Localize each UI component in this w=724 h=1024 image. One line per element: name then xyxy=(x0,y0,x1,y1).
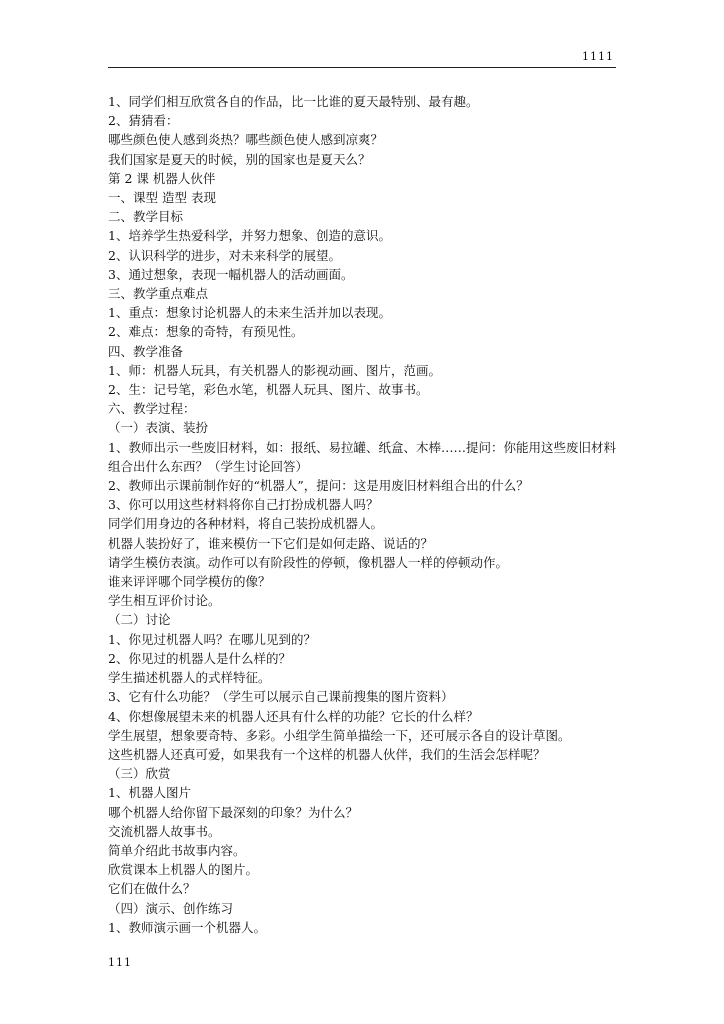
text-line: 学生描述机器人的式样特征。 xyxy=(108,670,271,686)
subsection-heading: （一）表演、装扮 xyxy=(108,420,209,436)
text-line: 欣赏课本上机器人的图片。 xyxy=(108,862,259,878)
text-line: 同学们用身边的各种材料，将自己装扮成机器人。 xyxy=(108,516,384,532)
subsection-heading: （三）欣赏 xyxy=(108,766,171,782)
text-line: 简单介绍此书故事内容。 xyxy=(108,842,246,858)
lesson-title: 第 2 课 机器人伙伴 xyxy=(108,170,216,186)
text-line: 交流机器人故事书。 xyxy=(108,823,221,839)
subsection-heading: （四）演示、创作练习 xyxy=(108,900,234,916)
header-rule xyxy=(108,67,616,68)
footer-page-number: 111 xyxy=(108,956,132,969)
text-line: 1、培养学生热爱科学，并努力想象、创造的意识。 xyxy=(108,228,391,244)
text-line: 1、同学们相互欣赏各自的作品，比一比谁的夏天最特别、最有趣。 xyxy=(108,94,479,109)
text-line: 3、通过想象，表现一幅机器人的活动画面。 xyxy=(108,266,354,282)
text-line: 1、你见过机器人吗？在哪儿见到的？ xyxy=(108,631,316,647)
text-line: 哪些颜色使人感到炎热？哪些颜色使人感到凉爽？ xyxy=(108,132,384,148)
section-heading: 二、教学目标 xyxy=(108,209,184,225)
section-heading: 四、教学准备 xyxy=(108,343,184,359)
text-line: 2、教师出示课前制作好的“机器人”，提问：这是用废旧材料组合出的什么？ xyxy=(108,478,529,494)
text-line: 1、教师演示画一个机器人。 xyxy=(108,919,266,935)
text-line: 3、你可以用这些材料将你自己打扮成机器人吗？ xyxy=(108,497,379,513)
document-body xyxy=(108,92,618,937)
text-line: 谁来评评哪个同学模仿的像？ xyxy=(108,574,271,590)
text-line: 哪个机器人给你留下最深刻的印象？为什么？ xyxy=(108,804,359,820)
text-line: 2、猜猜看： xyxy=(108,113,179,129)
section-heading: 一、课型 造型 表现 xyxy=(108,190,216,206)
text-line: 学生展望，想象要奇特、多彩。小组学生简单描绘一下，还可展示各自的设计草图。 xyxy=(108,727,571,743)
text-paragraph: 1、教师出示一些废旧材料，如：报纸、易拉罐、纸盒、木棒……提问：你能用这些废旧材料组合出什么东西？（学生讨论回答） xyxy=(108,439,616,474)
text-line: 2、生：记号笔，彩色水笔，机器人玩具、图片、故事书。 xyxy=(108,382,429,398)
header-page-number: 1111 xyxy=(582,50,614,63)
text-line: 请学生模仿表演。动作可以有阶段性的停顿，像机器人一样的停顿动作。 xyxy=(108,554,509,570)
text-line: 1、机器人图片 xyxy=(108,785,191,801)
text-line: 这些机器人还真可爱，如果我有一个这样的机器人伙伴，我们的生活会怎样呢？ xyxy=(108,746,546,762)
text-line: 2、你见过的机器人是什么样的？ xyxy=(108,650,291,666)
subsection-heading: （二）讨论 xyxy=(108,612,171,628)
text-line: 1、重点：想象讨论机器人的未来生活并加以表现。 xyxy=(108,305,391,321)
text-line: 2、认识科学的进步，对未来科学的展望。 xyxy=(108,247,341,263)
text-line: 我们国家是夏天的时候，别的国家也是夏天么？ xyxy=(108,151,371,167)
section-heading: 三、教学重点难点 xyxy=(108,286,209,302)
text-line: 机器人装扮好了，谁来模仿一下它们是如何走路、说话的？ xyxy=(108,535,434,551)
text-line: 它们在做什么？ xyxy=(108,881,196,897)
section-heading: 六、教学过程： xyxy=(108,401,196,417)
text-line: 1、师：机器人玩具，有关机器人的影视动画、图片，范画。 xyxy=(108,362,441,378)
text-line: 2、难点：想象的奇特，有预见性。 xyxy=(108,324,304,340)
text-line: 3、它有什么功能？（学生可以展示自己课前搜集的图片资料） xyxy=(108,689,454,705)
text-line: 4、你想像展望未来的机器人还具有什么样的功能？它长的什么样？ xyxy=(108,708,479,724)
text-line: 学生相互评价讨论。 xyxy=(108,593,221,609)
